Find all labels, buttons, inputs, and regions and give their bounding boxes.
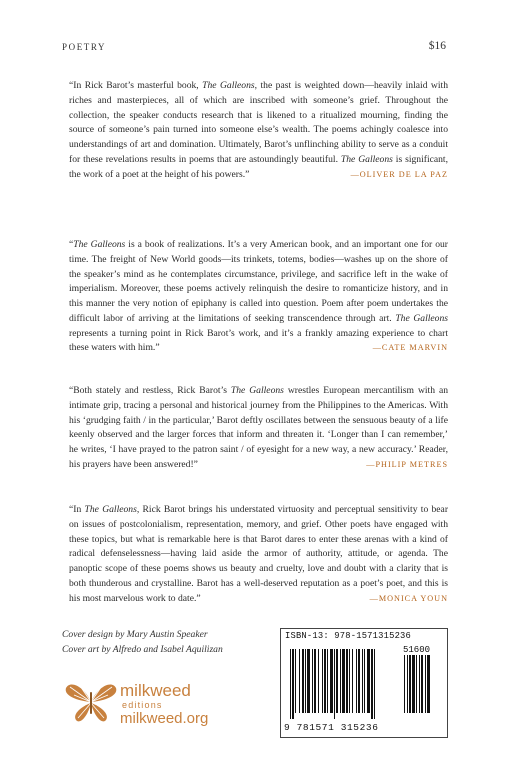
cover-art-credit: Cover art by Alfredo and Isabel Aquilizan (62, 643, 223, 655)
blurb-text: represents a turning point in Rick Barot’s work, and it’s a frankly amazing experience to chart these waters with him.” (69, 327, 448, 354)
blurb-1 (62, 79, 448, 182)
blurb-credit: —MONICA YOUN (369, 593, 448, 603)
blurb-text: wrestles European mercantilism with an intimate grip, tracing a personal and historical journey from the Philippines to the Americas. With his ‘grudging faith / in the particular,’ Barot deftly oscillates between the sensuous beauty of a life keenly observed and the larger forces that inform and threaten it. ‘Longer than I can remember,’ he writes, ‘I have prayed to the patron saint / of eyesight for a new way, a new accuracy.’ Reader, his prayers have been answered!” (69, 385, 448, 470)
book-title: The Galleons (230, 385, 284, 396)
blurb-text: , Rick Barot brings his understated virtuosity and perceptual sensitivity to bear on issues of postcolonialism, representation, memory, and grief. Other poets have engaged with these topics, but what is remarkable here is that Barot dares to enter these arenas with a kind of radical defenselessness—having laid aside the armor of authority, attitude, or agenda. The panoptic scope of these poems shows us beauty and cruelty, love and doubt with a clarity that is both thunderous and crystalline. Barot has a well-deserved reputation as a poet’s poet, and this is his most marvelous work to date.” (69, 504, 449, 604)
publisher-name: milkweed (120, 681, 191, 700)
blurb-2 (62, 238, 448, 356)
cover-credits (62, 628, 223, 657)
isbn-digits: 9 781571 315236 (284, 722, 379, 733)
isbn-barcode (288, 649, 438, 721)
blurb-credit: —PHILIP METRES (366, 459, 448, 469)
blurb-text: , the past is weighted down—heavily inlaid with riches and masterpieces, all of which are inscribed with someone’s grief. Throughout the collection, the speaker conducts research that is likened to a ritualized mourning, finding the source of someone’s pain turned into someone else’s wealth. The poems achingly coalesce into understandings of art and domination. Ultimately, Barot’s unflinching ability to serve as a conduit for these revelations results in poems that are astoundingly beautiful. (69, 80, 448, 165)
blurb-text: “ (69, 239, 74, 250)
blurb-text: is significant, the work of a poet at the height of his powers.” (69, 153, 448, 180)
blurb-credit: —OLIVER DE LA PAZ (350, 169, 448, 179)
book-title: The Galleons (73, 239, 126, 250)
publisher-subtitle: editions (122, 700, 163, 710)
book-title: The Galleons (395, 312, 448, 324)
blurb-text: “Both stately and restless, Rick Barot’s (69, 385, 231, 396)
price-code: 51600 (403, 645, 431, 655)
blurb-credit: —CATE MARVIN (372, 343, 448, 353)
blurb-3 (62, 384, 448, 473)
category-label: POETRY (62, 42, 107, 52)
cover-design-credit: Cover design by Mary Austin Speaker (62, 629, 208, 640)
blurb-text: is a book of realizations. It’s a very American book, and an important one for our time. The freight of New World goods—its trinkets, totems, bodies—washes up on the shore of the speaker’s mind as he contemplates circumstance, privilege, and sacrifice left in the wake of imperialism. Moreover, these poems actively relinquish the desire to romanticize history, and in this manner the very notion of epiphany is called into question. Poem after poem undertakes the difficult labor of arriving at the limitations of seeking transcendence through art. (69, 239, 448, 324)
publisher-url[interactable]: milkweed.org (120, 710, 209, 727)
price: $16 (428, 40, 446, 52)
book-title: The Galleons (202, 80, 255, 91)
isbn-label: ISBN-13: 978-1571315236 (285, 631, 412, 641)
blurb-text: “In Rick Barot’s masterful book, (69, 80, 203, 91)
book-title: The Galleons (340, 153, 393, 165)
book-title: The Galleons (84, 504, 137, 515)
butterfly-logo-icon (64, 678, 118, 726)
blurb-text: “In (69, 504, 85, 515)
blurb-4 (62, 503, 448, 606)
